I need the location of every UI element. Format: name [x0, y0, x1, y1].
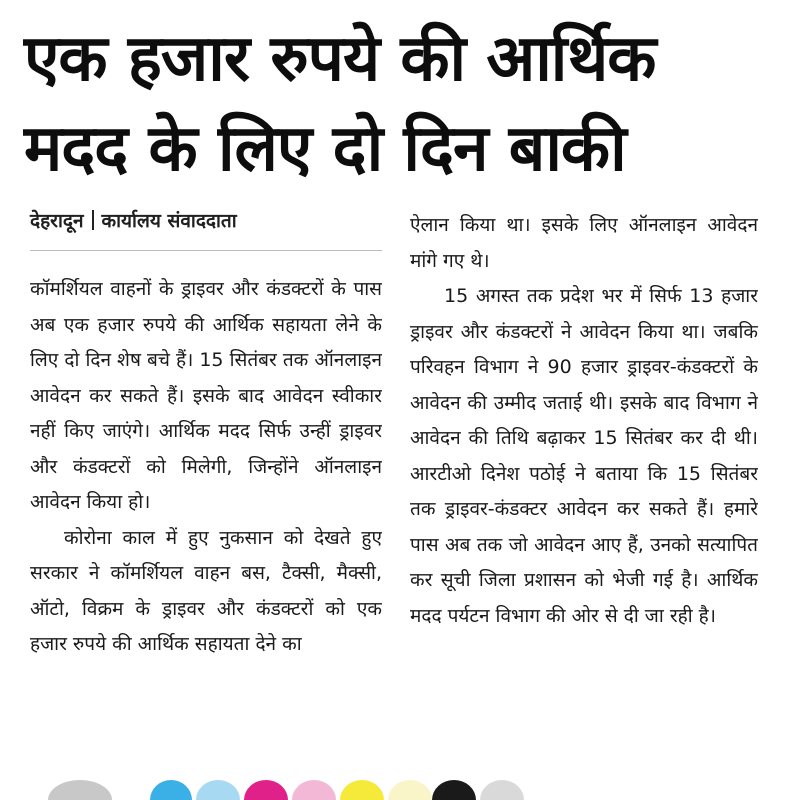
paragraph-2-continued: ऐलान किया था। इसके लिए ऑनलाइन आवेदन मांगे गए थे।	[410, 214, 758, 272]
reporter-credit: कार्यालय संवाददाता	[101, 210, 237, 232]
color-swatch	[292, 780, 336, 800]
color-swatch	[150, 780, 192, 800]
color-swatch	[196, 780, 240, 800]
article-column-left	[30, 272, 382, 772]
headline-line-1: एक हजार रुपये की आर्थिक	[24, 22, 656, 96]
color-swatch	[388, 780, 432, 800]
headline-line-2: मदद के लिए दो दिन बाकी	[24, 112, 626, 186]
byline	[30, 204, 380, 238]
color-swatch	[432, 780, 476, 800]
dateline-place: देहरादून	[30, 210, 84, 232]
paragraph-3: 15 अगस्त तक प्रदेश भर में सिर्फ 13 हजार ड्राइवर और कंडक्टरों ने आवेदन किया था। जबकि परिवहन विभाग ने 90 हजार ड्राइवर-कंडक्टरों के आवेदन की उम्मीद जताई थी। इसके बाद विभाग ने आवेदन की तिथि बढ़ाकर 15 सितंबर कर दी थी। आरटीओ दिनेश पठोई ने बताया कि 15 सितंबर तक ड्राइवर-कंडक्टर आवेदन कर सकते हैं। हमारे पास अब तक जो आवेदन आए हैं, उनको सत्यापित कर सूची जिला प्रशासन को भेजी गई है। आर्थिक मदद पर्यटन विभाग की ओर से दी जा रही है।	[410, 285, 758, 627]
article-column-right	[410, 208, 758, 773]
color-swatch	[340, 780, 384, 800]
byline-separator	[92, 210, 94, 230]
headline	[24, 14, 774, 194]
color-swatch	[48, 780, 112, 800]
paragraph-2: कोरोना काल में हुए नुकसान को देखते हुए सरकार ने कॉमर्शियल वाहन बस, टैक्सी, मैक्सी, ऑटो, विक्रम के ड्राइवर और कंडक्टरों को एक हजार रुपये की आर्थिक सहायता देने का	[30, 526, 382, 655]
paragraph-1: कॉमर्शियल वाहनों के ड्राइवर और कंडक्टरों के पास अब एक हजार रुपये की आर्थिक सहायता लेने के लिए दो दिन शेष बचे हैं। 15 सितंबर तक ऑनलाइन आवेदन कर सकते हैं। इसके बाद आवेदन स्वीकार नहीं किए जाएंगे। आर्थिक मदद सिर्फ उन्हीं ड्राइवर और कंडक्टरों को मिलेगी, जिन्होंने ऑनलाइन आवेदन किया हो।	[30, 278, 382, 513]
byline-divider	[30, 250, 382, 251]
print-registration-color-bar	[0, 780, 790, 800]
color-swatch	[244, 780, 288, 800]
color-swatch	[480, 780, 524, 800]
